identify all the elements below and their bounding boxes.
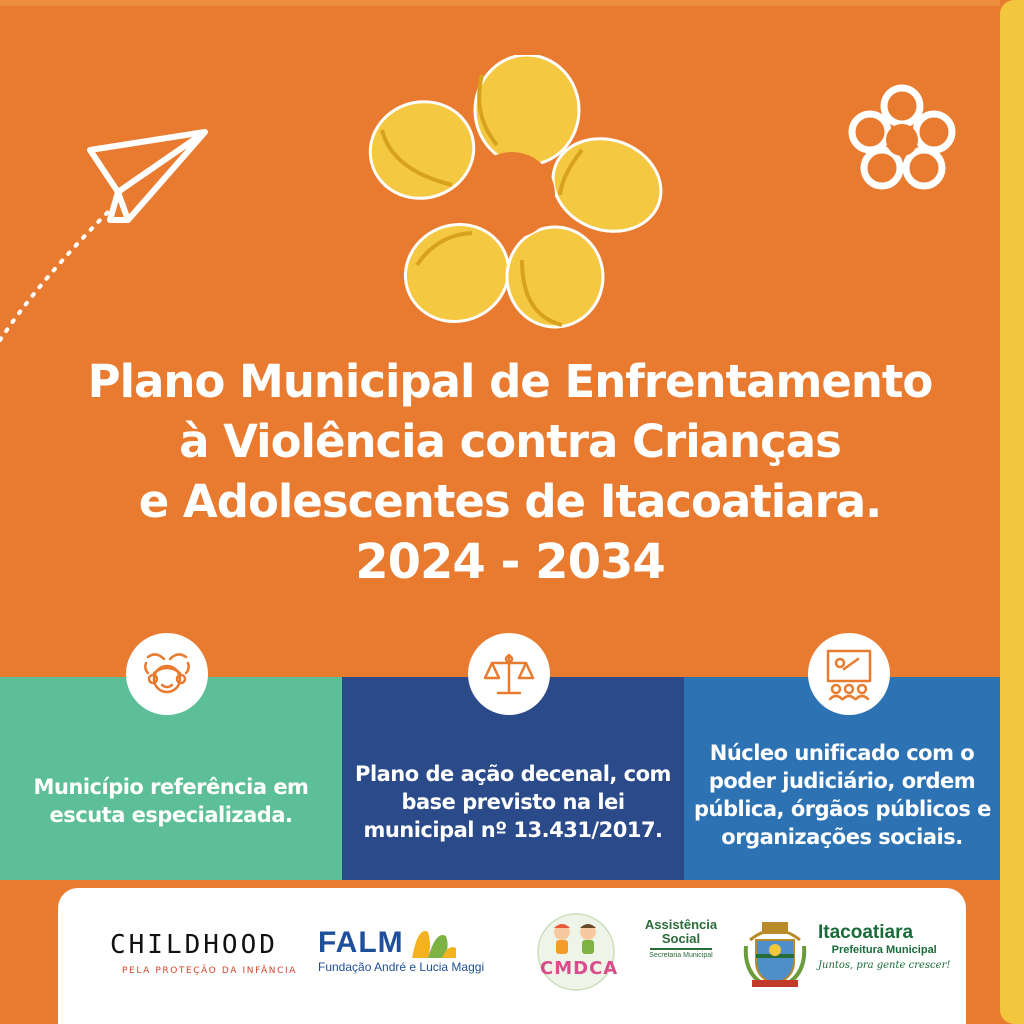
panel-text-line: Município referência em xyxy=(33,775,309,799)
main-title xyxy=(40,352,980,592)
itacoatiara-slogan: Juntos, pra gente crescer! xyxy=(818,960,951,971)
falm-mark-icon xyxy=(408,926,458,960)
childhood-name: CHILDHOOD xyxy=(110,930,278,960)
panel-text-line: Núcleo unificado com o xyxy=(709,741,975,765)
assistencia-divider xyxy=(650,948,712,950)
panel-text-line: escuta especializada. xyxy=(49,803,293,827)
panel-text-line: base previsto na lei xyxy=(401,790,625,814)
right-yellow-stripe xyxy=(1000,0,1024,1024)
panel-text-line: pública, órgãos públicos e xyxy=(694,797,991,821)
outline-flower-icon xyxy=(846,82,958,194)
panel-text-line: poder judiciário, ordem xyxy=(708,769,976,793)
cmdca-children-icon xyxy=(532,912,622,992)
cmdca-name: CMDCA xyxy=(540,958,619,979)
panel-icon-circle xyxy=(468,633,550,715)
falm-logo xyxy=(318,926,484,974)
title-line-2: à Violência contra Crianças xyxy=(179,415,841,468)
cmdca-logo xyxy=(532,912,622,996)
panel-text-line: municipal nº 13.431/2017. xyxy=(363,818,663,842)
itacoatiara-name: Itacoatiara xyxy=(818,922,914,943)
panel-text-line: Plano de ação decenal, com xyxy=(355,762,671,786)
justice-scale-icon xyxy=(468,633,550,715)
panel-nucleo-text xyxy=(694,739,990,851)
itacoatiara-coat-of-arms xyxy=(742,916,808,994)
falm-name: FALM xyxy=(318,926,404,959)
panel-text-line: organizações sociais. xyxy=(721,825,963,849)
assistencia-line-3: Secretaria Municipal xyxy=(649,952,713,959)
childhood-logo xyxy=(110,930,297,976)
title-years: 2024 - 2034 xyxy=(355,534,665,590)
panel-plano-acao-text xyxy=(352,760,674,844)
assistencia-social-logo xyxy=(644,918,718,959)
top-edge xyxy=(0,0,1000,6)
title-line-3: e Adolescentes de Itacoatiara. xyxy=(138,475,882,528)
partner-logos-bar xyxy=(58,888,966,1024)
falm-tagline: Fundação André e Lucia Maggi xyxy=(318,960,485,974)
paper-plane-icon xyxy=(0,120,220,360)
itacoatiara-subtitle: Prefeitura Municipal xyxy=(831,944,937,956)
listening-child-icon xyxy=(126,633,208,715)
itacoatiara-logo xyxy=(818,922,950,971)
yellow-flower-icon xyxy=(362,55,672,330)
assistencia-line-2: Social xyxy=(661,931,701,946)
coat-of-arms-icon xyxy=(742,916,808,990)
title-line-1: Plano Municipal de Enfrentamento xyxy=(87,355,933,408)
panel-escuta-text xyxy=(10,773,332,829)
panel-icon-circle xyxy=(126,633,208,715)
meeting-presentation-icon xyxy=(808,633,890,715)
childhood-tagline: PELA PROTEÇÃO DA INFÂNCIA xyxy=(122,966,298,976)
panel-icon-circle xyxy=(808,633,890,715)
assistencia-line-1: Assistência xyxy=(644,917,718,932)
